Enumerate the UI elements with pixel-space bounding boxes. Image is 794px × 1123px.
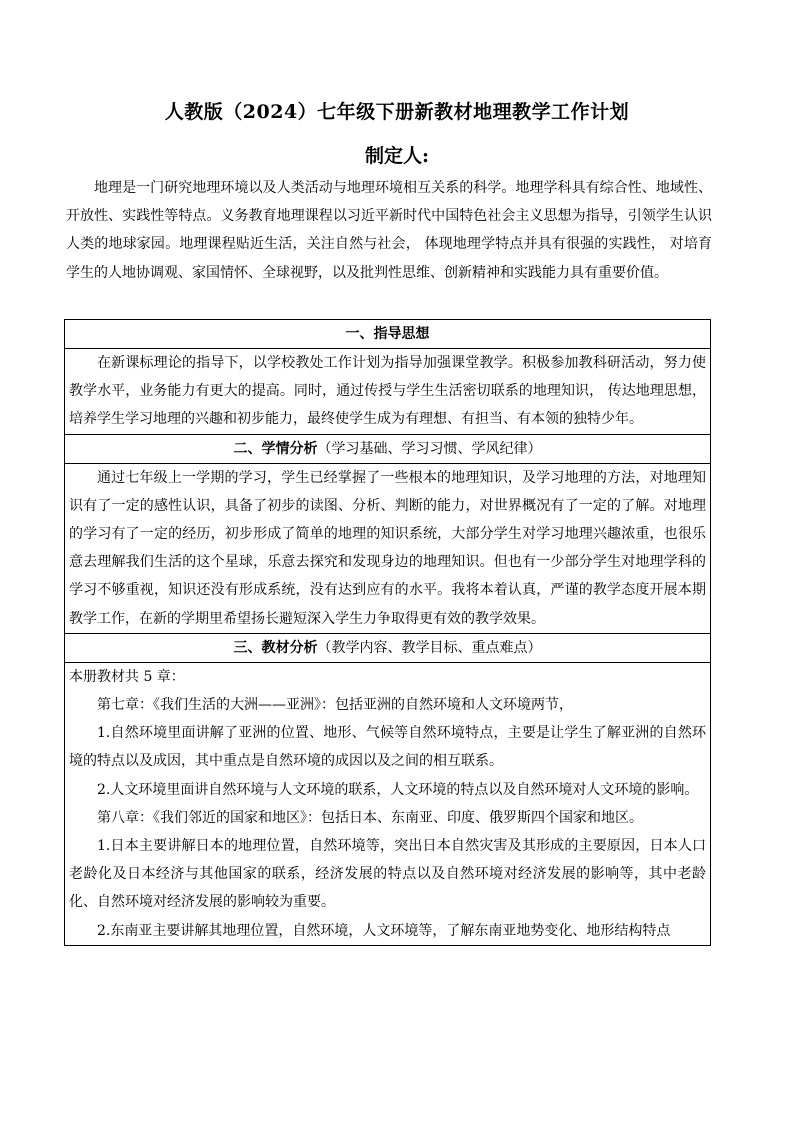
- section-3-paragraph: 1.日本主要讲解日本的地理位置，自然环境等，突出日本自然灾害及其形成的主要原因，日本人口老龄化及日本经济与其他国家的联系，经济发展的特点以及自然环境对经济发展的影响等，其中老龄化、自然环境对经济发展的影响较为重要。: [69, 838, 706, 911]
- section-3-heading: 三、教材分析: [233, 639, 318, 656]
- section-2-subheading: （学习基础、学习习惯、学风纪律）: [317, 440, 542, 457]
- section-1-heading: 一、指导思想: [345, 326, 430, 342]
- section-3-heading-row: [65, 634, 710, 663]
- section-2-heading: 二、学情分析: [233, 440, 318, 457]
- section-1-heading-row: [65, 320, 710, 349]
- section-3-paragraph: 1.自然环境里面讲解了亚洲的位置、地形、气候等自然环境特点，主要是让学生了解亚洲的自然环境的特点以及成因，其中重点是自然环境的成因以及之间的相互联系。: [69, 725, 706, 770]
- section-3-paragraph: 2.人文环境里面讲自然环境与人文环境的联系，人文环境的特点以及自然环境对人文环境的影响。: [97, 781, 699, 798]
- section-3-subheading: （教学内容、教学目标、重点难点）: [317, 639, 542, 656]
- section-2-body-row: [65, 464, 710, 634]
- section-1-body: 在新课标理论的指导下，以学校教处工作计划为指导加强课堂教学。积极参加教科研活动，努力使教学水平，业务能力有更大的提高。同时，通过传授与学生生活密切联系的地理知识， 传达地理思想，培养学生学习地理的兴趣和初步能力，最终使学生成为有理想、有担当、有本领的独特少年。: [69, 355, 706, 428]
- document-title: 人教版（2024）七年级下册新教材地理教学工作计划: [164, 101, 630, 123]
- intro-paragraph: 地理是一门研究地理环境以及人类活动与地理环境相互关系的科学。地理学科具有综合性、地域性、开放性、实践性等特点。义务教育地理课程以习近平新时代中国特色社会主义思想为指导，引领学生认识人类的地球家园。地理课程贴近生活，关注自然与社会， 体现地理学特点并具有很强的实践性， 对培育学生的人地协调观、家国情怀、全球视野，以及批判性思维、创新精神和实践能力具有重要价值。: [66, 180, 712, 281]
- plan-table: [64, 319, 711, 946]
- section-3-paragraph: 第八章：《我们邻近的国家和地区》：包括日本、东南亚、印度、俄罗斯四个国家和地区。: [97, 809, 643, 826]
- section-2-body: 通过七年级上一学期的学习，学生已经掌握了一些根本的地理知识，及学习地理的方法，对地理知识有了一定的感性认识，具备了初步的读图、分析、判断的能力，对世界概况有了一定的了解。对地理的学习有了一定的经历，初步形成了简单的地理的知识系统，大部分学生对学习地理兴趣浓重，也很乐意去理解我们生活的这个星球，乐意去探究和发现身边的地理知识。但也有一少部分学生对地理学科的学习不够重视，知识还没有形成系统，没有达到应有的水平。我将本着认真，严谨的教学态度开展本期教学工作，在新的学期里希望扬长避短深入学生力争取得更有效的教学效果。: [69, 469, 706, 627]
- author-label: 制定人:: [364, 145, 429, 167]
- section-3-body-row: [65, 663, 710, 945]
- section-3-lead: 本册教材共 5 章：: [69, 668, 185, 685]
- section-2-heading-row: [65, 435, 710, 464]
- section-3-paragraph: 第七章：《我们生活的大洲——亚洲》：包括亚洲的自然环境和人文环境两节，: [97, 697, 573, 714]
- section-3-paragraph: 2.东南亚主要讲解其地理位置，自然环境，人文环境等，了解东南亚地势变化、地形结构特点: [97, 922, 671, 939]
- section-1-body-row: [65, 349, 710, 435]
